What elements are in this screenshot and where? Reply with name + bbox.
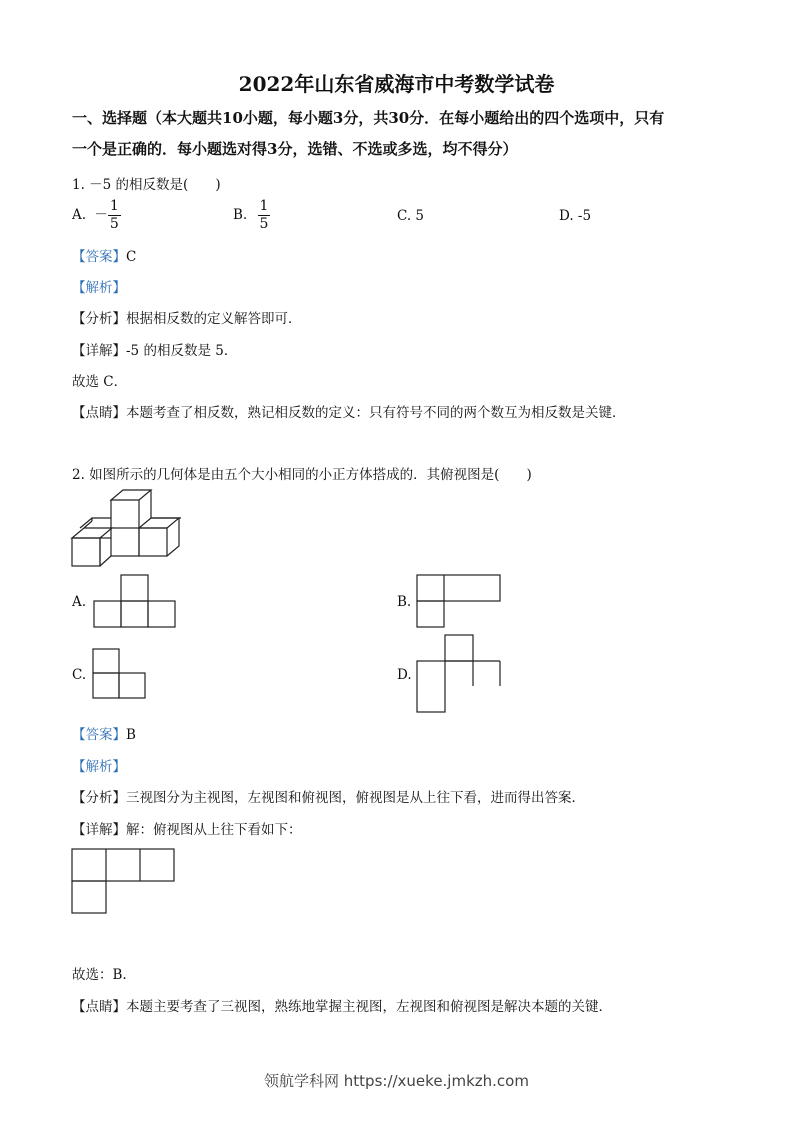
q1-option-b-fraction — [258, 198, 271, 233]
q1-detail: -5 的相反数是 5． — [126, 343, 238, 359]
q1-fenxi-row — [72, 307, 302, 327]
q2-comment-tag: 【点睛】 — [72, 999, 126, 1015]
q1-comment-row — [72, 401, 626, 421]
page-title: 2022年山东省威海市中考数学试卷 — [238, 72, 555, 96]
page-footer-watermark: 领航学科网 https://xueke.jmkzh.com — [264, 1072, 529, 1090]
q1-answer-tag: 【答案】 — [72, 249, 126, 265]
q2-option-c-label: C. — [72, 667, 87, 683]
q2-fenxi-row — [72, 786, 585, 806]
q1-detail-row — [72, 339, 237, 359]
section-header-line1: 一、选择题（本大题共10小题，每小题3分，共30分．在每小题给出的四个选项中，只有 — [72, 109, 665, 127]
q1-option-a-sign: － — [94, 207, 108, 223]
q1-option-a — [72, 198, 121, 233]
q1-fenxi: 根据相反数的定义解答即可． — [126, 311, 302, 327]
q2-conclusion: 故选：B. — [72, 967, 127, 983]
q1-option-b — [233, 198, 270, 233]
q1-stem: 1. －5 的相反数是( ) — [72, 177, 221, 193]
section-header-line2: 一个是正确的．每小题选对得3分，选错、不选或多选，均不得分） — [72, 140, 518, 158]
q2-option-d-figure — [416, 634, 502, 714]
q1-option-d: D. -5 — [559, 208, 592, 224]
q2-solution-figure — [71, 848, 177, 915]
q2-option-c-figure — [92, 648, 148, 700]
q2-option-a-figure — [93, 574, 178, 628]
q1-option-a-denominator: 5 — [109, 216, 119, 232]
q2-solid-figure — [70, 488, 185, 570]
q1-detail-tag: 【详解】 — [72, 343, 126, 359]
q2-detail-row — [72, 818, 302, 838]
q1-option-b-numerator: 1 — [259, 198, 269, 214]
q2-answer-row — [72, 723, 136, 743]
q2-answer-tag: 【答案】 — [72, 727, 126, 743]
q1-option-a-prefix: A. — [72, 207, 87, 223]
q2-option-a-label: A. — [72, 594, 87, 610]
q2-stem: 2. 如图所示的几何体是由五个大小相同的小正方体搭成的．其俯视图是( ) — [72, 467, 532, 483]
q2-detail: 解：俯视图从上往下看如下： — [126, 822, 302, 838]
q2-detail-tag: 【详解】 — [72, 822, 126, 838]
q2-fenxi-tag: 【分析】 — [72, 790, 126, 806]
q1-option-c: C. 5 — [397, 208, 425, 224]
q2-option-d-label: D. — [397, 667, 412, 683]
q2-comment: 本题主要考查了三视图，熟练地掌握主视图，左视图和俯视图是解决本题的关键． — [126, 999, 612, 1015]
q1-option-b-denominator: 5 — [259, 216, 269, 232]
q2-analysis-tag: 【解析】 — [72, 759, 126, 775]
q2-fenxi: 三视图分为主视图，左视图和俯视图，俯视图是从上往下看，进而得出答案． — [126, 790, 585, 806]
q1-answer-row — [72, 245, 136, 265]
q1-fenxi-tag: 【分析】 — [72, 311, 126, 327]
q2-option-b-figure — [416, 574, 502, 628]
q1-analysis-tag: 【解析】 — [72, 280, 126, 296]
q2-comment-row — [72, 995, 612, 1015]
q2-answer: B — [126, 727, 136, 743]
q1-answer: C — [126, 249, 137, 265]
q1-comment: 本题考查了相反数，熟记相反数的定义：只有符号不同的两个数互为相反数是关键． — [126, 405, 626, 421]
q1-comment-tag: 【点睛】 — [72, 405, 126, 421]
q2-option-b-label: B. — [397, 594, 412, 610]
q1-option-a-numerator: 1 — [109, 198, 119, 214]
q1-option-a-fraction — [108, 198, 121, 233]
q1-option-b-prefix: B. — [233, 207, 248, 223]
q1-conclusion: 故选 C． — [72, 374, 128, 390]
